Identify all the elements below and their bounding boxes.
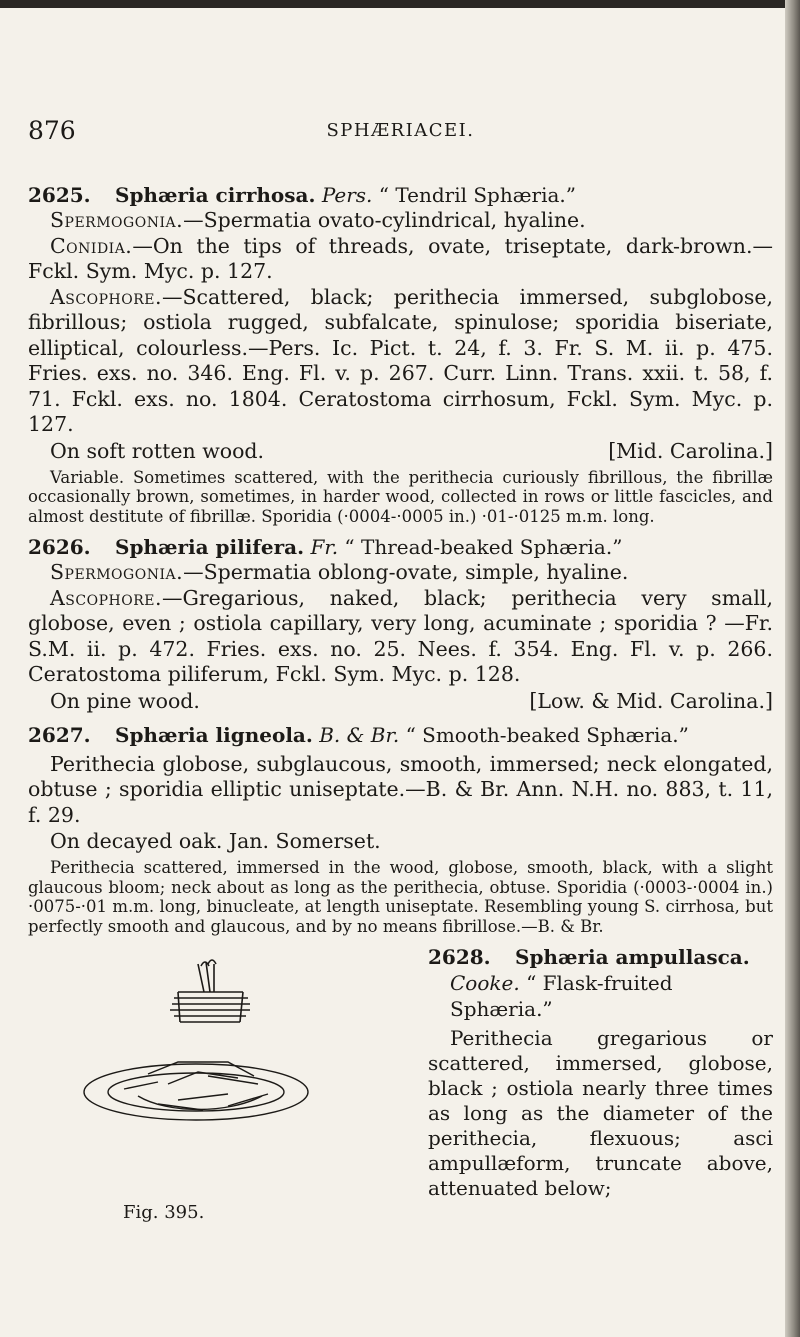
- perithecia-illustration: [28, 944, 363, 1204]
- entry-heading: [28, 182, 773, 208]
- description-paragraph: Perithecia gregarious or scattered, immersed, globose, black ; ostiola nearly three times as long as the diameter of the perithecia, flexuous; asci ampullæform, truncate above, attenuated below;: [428, 1026, 773, 1200]
- species-name: Sphæria cirrhosa.: [115, 183, 316, 207]
- species-name: Sphæria pilifera.: [115, 535, 305, 559]
- ascophore-paragraph: Ascophore.—Scattered, black; perithecia immersed, subglobose, fibrillous; ostiola rugged, subfalcate, spinulose; sporidia biseriate, elliptical, colourless.—Pers. Ic. Pict. t. 24, f. 3. Fr. S. M. ii. p. 475. Fries. exs. no. 346. Eng. Fl. v. p. 267. Curr. Linn. Trans. xxii. t. 58, f. 71. Fckl. exs. no. 1804. Ceratostoma cirrhosum, Fckl. Sym. Myc. p. 127.: [28, 284, 773, 436]
- common-name: “ Smooth-beaked Sphæria.”: [405, 722, 689, 747]
- figure-caption: Fig. 395.: [123, 1202, 205, 1223]
- entry-heading: [28, 722, 773, 748]
- habitat-line: On decayed oak. Jan. Somerset.: [50, 829, 381, 853]
- entry-note: Perithecia scattered, immersed in the wood, globose, smooth, black, with a slight glaucous bloom; neck about as long as the perithecia, obtuse. Sporidia (·0003-·0004 in.) ·0075-·01 m.m. long, binucleate, at length uniseptate. Resembling young S. cirrhosa, but perfectly smooth and glaucous, and by no means fibrillose.—B. & Br.: [28, 858, 773, 936]
- entry-2625: [28, 182, 773, 526]
- habitat-line: On soft rotten wood. [Mid. Carolina.]: [50, 438, 773, 463]
- species-author: B. & Br.: [319, 722, 400, 747]
- entry-subheading: [428, 970, 773, 1022]
- conidia-paragraph: Conidia.—On the tips of threads, ovate, triseptate, dark-brown.—Fckl. Sym. Myc. p. 127.: [28, 233, 773, 283]
- entry-heading: [28, 534, 773, 560]
- page-right-edge: [785, 0, 800, 1337]
- common-name: “ Thread-beaked Sphæria.”: [344, 535, 623, 559]
- entry-heading: [428, 944, 773, 970]
- page-number: 876: [28, 116, 76, 145]
- entry-2628: [428, 944, 773, 1201]
- entry-note: Variable. Sometimes scattered, with the perithecia curiously fibrillous, the fibrillæ occasionally brown, sometimes, in harder wood, collected in rows or little fascicles, and almost destitute of fibrillæ. Sporidia (·0004-·0005 in.) ·01-·0125 m.m. long.: [28, 467, 773, 526]
- common-name: “ Tendril Sphæria.”: [378, 183, 576, 207]
- page-content: [28, 182, 773, 1244]
- entry-2628-with-figure: [28, 944, 773, 1244]
- running-head: [28, 116, 773, 146]
- spermogonia-paragraph: Spermogonia.—Spermatia oblong-ovate, simple, hyaline.: [50, 560, 629, 584]
- species-author: Fr.: [310, 535, 339, 559]
- entry-2626: [28, 534, 773, 714]
- entry-2627: [28, 722, 773, 937]
- species-author: Cooke.: [450, 971, 520, 995]
- spermogonia-paragraph: Spermogonia.—Spermatia ovato-cylindrical, hyaline.: [50, 208, 586, 232]
- habitat-line: On pine wood. [Low. & Mid. Carolina.]: [50, 688, 773, 713]
- ascophore-paragraph: Ascophore.—Gregarious, naked, black; perithecia very small, globose, even ; ostiola capillary, very long, acuminate ; sporidia ? —Fr. S.M. ii. p. 472. Fries. exs. no. 25. Nees. f. 354. Eng. Fl. v. p. 266. Ceratostoma piliferum, Fckl. Sym. Myc. p. 128.: [28, 585, 773, 686]
- figure-395: [28, 944, 363, 1244]
- species-name: Sphæria ligneola.: [115, 722, 313, 747]
- entry-number: 2627.: [28, 722, 91, 747]
- running-title: SPHÆRIACEI.: [326, 120, 475, 141]
- page-top-edge: [0, 0, 800, 8]
- species-author: Pers.: [321, 183, 373, 207]
- common-name: “ Flask-fruited Sphæria.”: [450, 971, 673, 1021]
- species-name: Sphæria ampullasca.: [515, 945, 750, 969]
- entry-number: 2626.: [28, 535, 91, 559]
- entry-number: 2628.: [428, 945, 491, 969]
- description-paragraph: Perithecia globose, subglaucous, smooth, immersed; neck elongated, obtuse ; sporidia elliptic uniseptate.—B. & Br. Ann. N.H. no. 883, t. 11, f. 29.: [28, 751, 773, 827]
- entry-number: 2625.: [28, 183, 91, 207]
